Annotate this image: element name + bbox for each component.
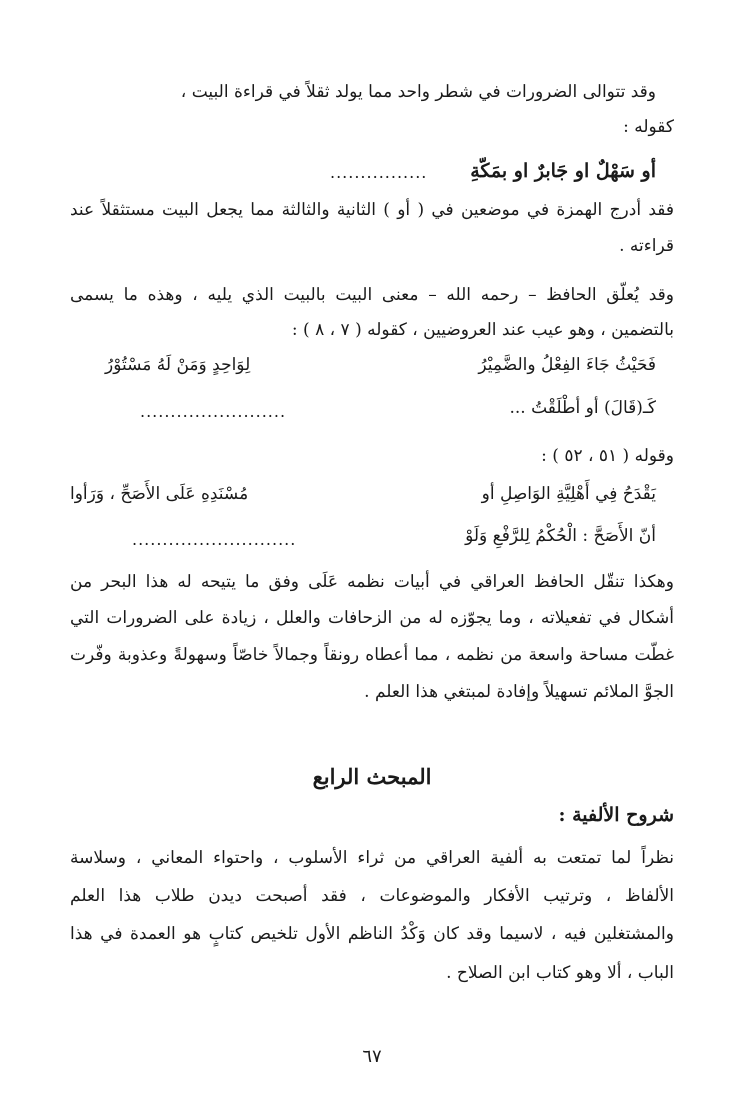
verse-hemistich: أنّ الأَصَحَّ : الْحُكْمُ لِلرَّفْعِ وَلَوْ [465, 526, 656, 546]
text-line: بالتضمين ، وهو عيب عند العروضيين ، كقوله ( ٧ ، ٨ ) : [291, 320, 674, 340]
text-line: غطّت مساحة واسعة من نظمه ، مما أعطاه رونقاً وجمالاً خاصّاً وسهولةً وعذوبة وفّرت [70, 645, 674, 665]
verse-hemistich: يَقْدَحُ فِي أَهْلِيَّةِ الوَاصِلِ أو [481, 484, 656, 504]
text-line: وهكذا تنقّل الحافظ العراقي في أبيات نظمه عَلَى وفق ما يتيحه له هذا البحر من [70, 572, 674, 592]
text-line: والمشتغلين فيه ، لاسيما وقد كان وَكْدُ الناظم الأول تلخيص كتابٍ هو العمدة في هذا [70, 924, 674, 944]
verse-ellipsis: ................ [330, 163, 428, 182]
text-line: وقوله ( ٥١ ، ٥٢ ) : [541, 446, 674, 466]
text-line: قراءته . [619, 236, 674, 256]
page-number: ٦٧ [362, 1046, 382, 1067]
text-line: نظراً لما تمتعت به ألفية العراقي من ثراء الأسلوب ، واحتواء المعاني ، وسلاسة [70, 848, 674, 868]
verse-hemistich: فَحَيْثُ جَاءَ الفِعْلُ والضَّمِيْرُ [478, 355, 656, 375]
verse-ellipsis: ........................ [140, 402, 287, 421]
section-subheading: شروح الألفية : [558, 804, 674, 826]
text-line: كقوله : [623, 117, 674, 137]
section-heading: المبحث الرابع [312, 764, 432, 789]
text-line: وقد تتوالى الضرورات في شطر واحد مما يولد ثقلاً في قراءة البيت ، [180, 82, 656, 102]
text-line: الألفاظ ، وترتيب الأفكار والموضوعات ، فقد أصبحت ديدن طلاب هذا العلم [70, 886, 674, 906]
verse-ellipsis: ........................... [132, 530, 297, 549]
verse-hemistich: مُسْنَدِهِ عَلَى الأَصَحِّ ، وَرَأوا [70, 484, 249, 504]
text-line: الباب ، ألا وهو كتاب ابن الصلاح . [446, 963, 674, 983]
text-line: الجوَّ الملائم تسهيلاً وإفادة لمبتغي هذا العلم . [364, 682, 674, 702]
verse-hemistich: كَـ(قَالَ) أو أطْلَقْتُ ... [509, 398, 656, 418]
text-line: أشكال في تفعيلاته ، وما يجوّزه له من الزحافات والعلل ، زيادة على الضرورات التي [70, 608, 674, 628]
text-line: فقد أدرج الهمزة في موضعين في ( أو ) الثانية والثالثة مما يجعل البيت مستثقلاً عند [70, 200, 674, 220]
verse-hemistich: لِوَاحِدٍ وَمَنْ لَهُ مَسْتُوْرُ [105, 355, 251, 375]
verse-hemistich: أو سَهْلٌ او جَابرٌ او بمَكّةِ [470, 160, 656, 182]
text-line: وقد يُعلّق الحافظ – رحمه الله – معنى البيت بالبيت الذي يليه ، وهذه ما يسمى [70, 285, 674, 305]
